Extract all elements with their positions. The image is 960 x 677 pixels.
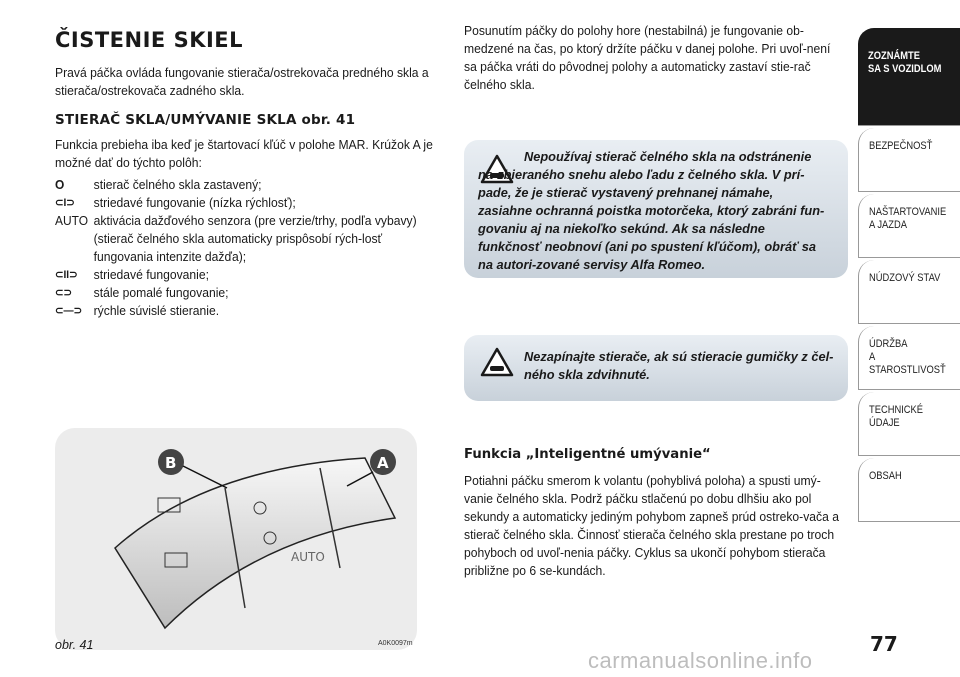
mode-text: aktivácia dažďového senzora (pre verzie/trhy, podľa vybavy) (stierač čelného skla automaticky prispôsobí rých-losť fungovania intenzite dažďa);: [93, 213, 417, 264]
sidebar-tab-label: ÚDRŽBA A STAROSTLIVOSŤ: [869, 338, 946, 376]
smart-wash-text: [464, 472, 848, 592]
mode-symbol-slow: ⊂⊃: [55, 287, 72, 299]
sidebar-tab-technical[interactable]: [858, 392, 960, 456]
subheading: STIERAČ SKLA/UMÝVANIE SKLA obr. 41: [55, 112, 356, 128]
section-title: ČISTENIE SKIEL: [55, 28, 244, 52]
mode-symbol-intermittent: ⊂II⊃: [55, 269, 78, 281]
right-column-intro: [464, 22, 848, 106]
function-paragraph: Funkcia prebieha iba keď je štartovací kľúč v polohe MAR. Krúžok A je možné dať do týchto polôh:: [55, 137, 433, 170]
mode-text: striedavé fungovanie;: [93, 267, 209, 282]
figure-caption: obr. 41: [55, 638, 94, 652]
mode-text: stierač čelného skla zastavený;: [93, 177, 262, 192]
warning-triangle-icon: [480, 347, 514, 377]
sidebar-tab-label: NÚDZOVÝ STAV: [869, 272, 941, 284]
mode-item: [55, 194, 441, 212]
warning-box: [464, 140, 848, 278]
left-column: [55, 22, 443, 320]
mode-symbol-auto: AUTO: [55, 213, 89, 228]
sidebar-tab-label: NAŠTARTOVANIE A JAZDA: [869, 206, 947, 231]
mode-list: [55, 176, 443, 320]
watermark: carmanualsonline.info: [588, 648, 813, 673]
mode-item: [55, 266, 441, 284]
mode-text: rýchle súvislé stieranie.: [93, 303, 220, 318]
warning-text-1: [464, 148, 848, 274]
warning-box: [464, 335, 848, 401]
mode-item: [55, 284, 441, 302]
mode-symbol-fast: ⊂—⊃: [55, 305, 83, 317]
warning-text-1-content: Nepoužívaj stierač čelného skla na odstránenie na-zbieraného snehu alebo ľadu z čelného skla. V prí-pade, že je stierač vystavený prehnanej námahe, zasiahne ochranná poistka motorčeka, ktorý zabráni fun-govaniu aj na niekoľko sekúnd. Ak sa následne funkčnosť neobnoví (ani po spustení kľúčom), obráť sa na autori-zované servisy Alfa Romeo.: [478, 149, 825, 272]
right-intro-paragraph: Posunutím páčky do polohy hore (nestabilná) je fungovanie ob-medzené na čas, po ktorý držíte páčku v danej polohe. Pri uvoľ-není sa páčka vráti do pôvodnej polohy a automaticky zastaví stie-rač čelného skla.: [464, 23, 831, 92]
sidebar-tab-getting-to-know[interactable]: [858, 28, 960, 126]
smart-wash-heading: Funkcia „Inteligentné umývanie“: [464, 447, 711, 462]
wiper-lever-figure: [55, 428, 417, 650]
mode-symbol-off: O: [55, 177, 65, 192]
chapter-sidebar: [858, 28, 960, 524]
mode-symbol-intermittent-low: ⊂I⊃: [55, 197, 75, 209]
sidebar-tab-contents[interactable]: [858, 458, 960, 522]
wiper-lever-illustration: [55, 428, 417, 650]
label-a: A: [377, 454, 389, 472]
warning-text-2-content: Nezapínajte stierače, ak sú stieracie gumičky z čel-ného skla zdvihnuté.: [524, 349, 834, 382]
sidebar-tab-label: ZOZNÁMTE SA S VOZIDLOM: [868, 50, 942, 75]
intro-paragraph: Pravá páčka ovláda fungovanie stierača/ostrekovača predného skla a stierača/ostrekovača zadného skla.: [55, 65, 429, 98]
mode-text: striedavé fungovanie (nízka rýchlosť);: [93, 195, 296, 210]
sidebar-tab-safety[interactable]: [858, 128, 960, 192]
figure-code: A0K0097m: [378, 640, 413, 647]
figure-auto-label: AUTO: [291, 550, 325, 564]
sidebar-tab-label: BEZPEČNOSŤ: [869, 140, 933, 152]
sidebar-tab-maintenance[interactable]: [858, 326, 960, 390]
mode-text: stále pomalé fungovanie;: [93, 285, 229, 300]
sidebar-tab-starting[interactable]: [858, 194, 960, 258]
page-number: 77: [870, 632, 898, 656]
sidebar-tab-label: OBSAH: [869, 470, 902, 482]
warning-text-2: [524, 348, 834, 384]
sidebar-tab-label: TECHNICKÉ ÚDAJE: [869, 404, 924, 429]
mode-item: [55, 212, 441, 266]
mode-item: [55, 302, 441, 320]
sidebar-tab-emergency[interactable]: [858, 260, 960, 324]
smart-wash-paragraph: Potiahni páčku smerom k volantu (pohyblivá poloha) a spusti umý-vanie čelného skla. Podrž páčku stlačenú po dobu dlhšiu ako pol sekundy a automaticky jediným pohybom zapneš prúd ostreko-vača a stierač čelného skla. Činnosť stierača čelného skla prestane po troch pohyboch od uvoľ-nenia páčky. Cyklus sa ukončí pohybom stierača približne po 6 se-kundách.: [464, 473, 839, 578]
mode-item: [55, 176, 441, 194]
label-b: B: [165, 454, 177, 472]
